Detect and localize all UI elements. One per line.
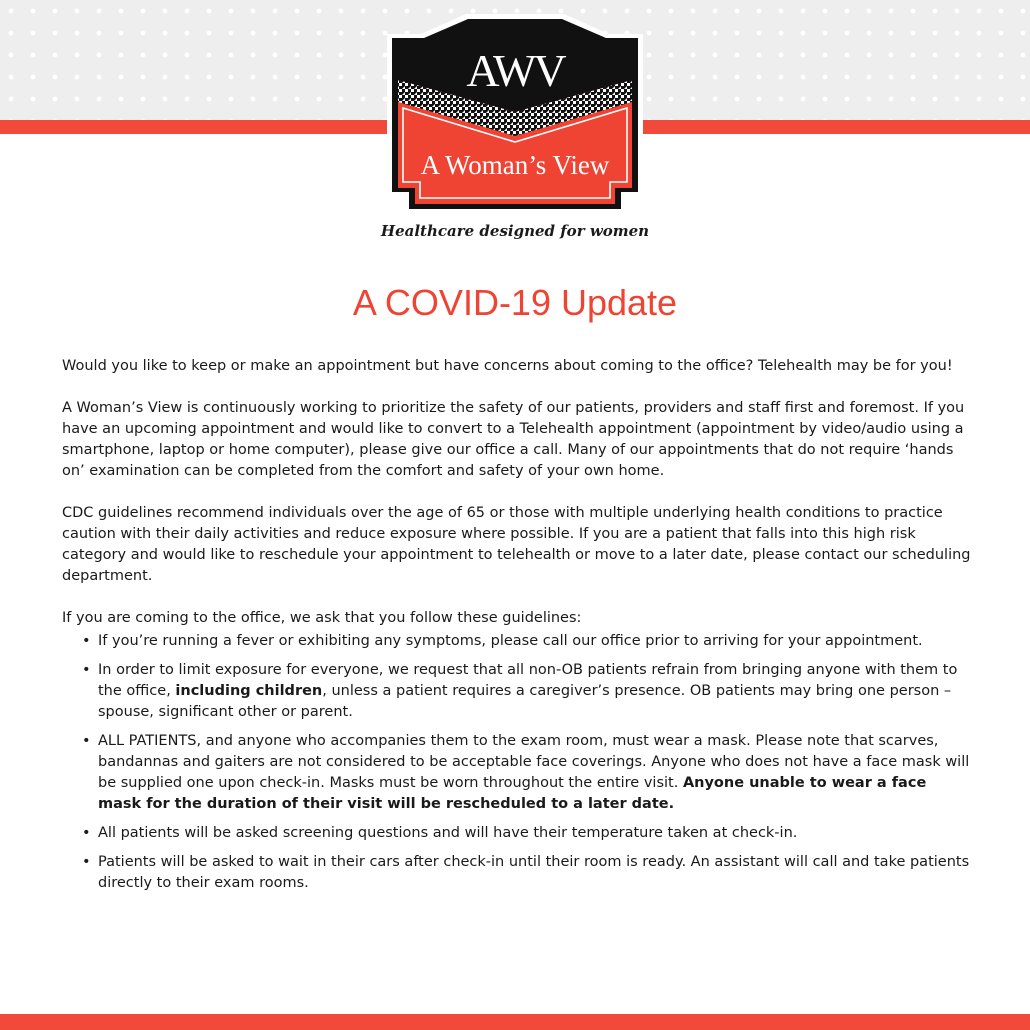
awv-logo [381, 14, 649, 214]
logo-brand-name: A Woman’s View [420, 150, 610, 180]
update-body [62, 356, 972, 902]
guidelines-lead-in: If you are coming to the office, we ask that you follow these guidelines: [62, 610, 582, 626]
list-item-exposure [98, 660, 972, 723]
exposure-text-end: , unless a patient requires a caregiver’s presence. OB patients may bring one person – spouse, significant other or parent. [98, 683, 952, 720]
footer-accent-stripe [0, 1014, 1030, 1030]
list-item-screening: • All patients will be asked screening questions and will have their temperature taken at check-in. [98, 823, 972, 844]
page-title: A COVID-19 Update [352, 282, 678, 323]
exposure-emphasis: including children [175, 683, 323, 699]
masks-emphasis: Anyone unable to wear a face mask for the duration of their visit will be rescheduled to a later date. [98, 775, 927, 812]
list-item-masks [98, 731, 972, 815]
brand-tagline: Healthcare designed for women [380, 222, 650, 240]
list-item-fever: • If you’re running a fever or exhibiting any symptoms, please call our office prior to arriving for your appointment. [98, 631, 972, 652]
logo-monogram: AWV [466, 45, 564, 96]
exposure-text: In order to limit exposure for everyone, we request that all non-OB patients refrain from bringing anyone with them to the office, [98, 662, 958, 699]
guidelines-list [62, 631, 972, 894]
masks-text: ALL PATIENTS, and anyone who accompanies them to the exam room, must wear a mask. Please note that scarves, bandannas and gaiters are not considered to be acceptable face coverings. Anyone who does not have a face mask will be supplied one upon check-in. Masks must be worn throughout the entire visit. [98, 733, 970, 791]
cdc-paragraph: CDC guidelines recommend individuals over the age of 65 or those with multiple underlying health conditions to practice caution with their daily activities and reduce exposure where possible. If you are a patient that falls into this high risk category and would like to reschedule your appointment to telehealth or move to a later date, please contact our scheduling department. [62, 505, 971, 584]
intro-paragraph: Would you like to keep or make an appointment but have concerns about coming to the office? Telehealth may be for you! [62, 358, 953, 374]
list-item-waiting: • Patients will be asked to wait in their cars after check-in until their room is ready. An assistant will call and take patients directly to their exam rooms. [98, 852, 972, 894]
safety-paragraph: A Woman’s View is continuously working to prioritize the safety of our patients, providers and staff first and foremost. If you have an upcoming appointment and would like to convert to a Telehealth appointment (appointment by video/audio using a smartphone, laptop or home computer), please give our office a call. Many of our appointments that do not require ‘hands on’ examination can be completed from the comfort and safety of your own home. [62, 400, 965, 479]
